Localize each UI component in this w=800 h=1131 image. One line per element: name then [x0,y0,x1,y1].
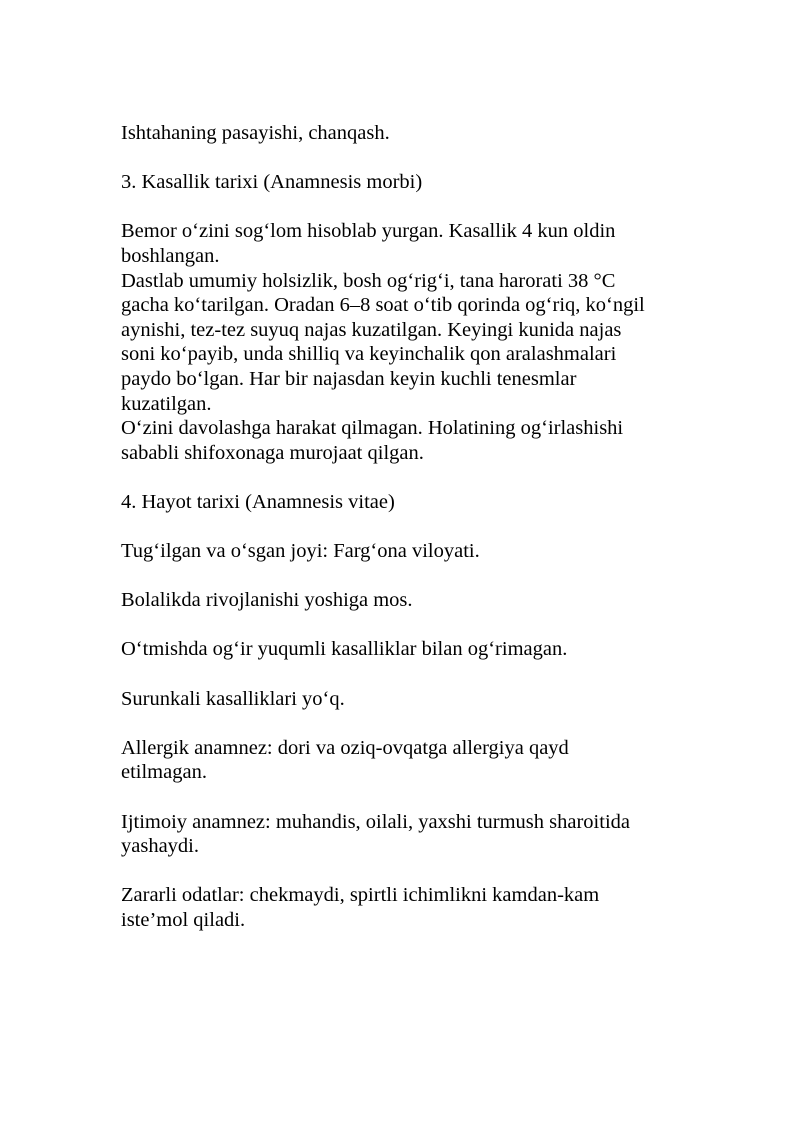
text-line: Dastlab umumiy holsizlik, bosh og‘rig‘i, tana harorati 38 °C [121,269,616,292]
spacer [121,195,681,220]
complaints-line: Ishtahaning pasayishi, chanqash. [121,122,390,144]
text-line: iste’mol qiladi. [121,909,246,931]
text-line: soni ko‘payib, unda shilliq va keyinchalik qon aralashmalari [121,343,617,366]
text-line: Zararli odatlar: chekmaydi, spirtli ichimlikni kamdan-kam [121,884,600,907]
anamnesis-morbi-paragraph [121,219,681,465]
chronic-diseases-line: Surunkali kasalliklari yo‘q. [121,687,345,710]
spacer [121,859,681,884]
development-line: Bolalikda rivojlanishi yoshiga mos. [121,589,413,612]
text-line: aynishi, tez-tez suyuq najas kuzatilgan. Keyingi kunida najas [121,318,622,341]
text-line: yashaydi. [121,835,199,858]
allergy-paragraph [121,736,681,785]
spacer [121,146,681,171]
text-line: Bemor o‘zini sog‘lom hisoblab yurgan. Kasallik 4 kun oldin [121,220,616,243]
spacer [121,564,681,589]
text-line: boshlangan. [121,244,220,267]
text-line: paydo bo‘lgan. Har bir najasdan keyin kuchli tenesmlar [121,367,577,390]
section-heading-anamnesis-morbi: 3. Kasallik tarixi (Anamnesis morbi) [121,171,423,194]
habits-paragraph [121,883,681,932]
birthplace-line: Tug‘ilgan va o‘sgan joyi: Farg‘ona viloyati. [121,540,480,563]
spacer [121,465,681,490]
text-line: gacha ko‘tarilgan. Oradan 6–8 soat o‘tib qorinda og‘riq, ko‘ngil [121,294,645,317]
text-line: Ijtimoiy anamnez: muhandis, oilali, yaxshi turmush sharoitida [121,810,630,833]
spacer [121,613,681,638]
document-page [121,121,681,933]
text-line: etilmagan. [121,761,207,784]
text-line: sababli shifoxonaga murojaat qilgan. [121,441,424,464]
spacer [121,515,681,540]
text-line: O‘zini davolashga harakat qilmagan. Holatining og‘irlashishi [121,417,624,440]
section-heading-anamnesis-vitae: 4. Hayot tarixi (Anamnesis vitae) [121,490,395,513]
social-anamnesis-paragraph [121,810,681,859]
text-line: kuzatilgan. [121,392,212,415]
text-line: Allergik anamnez: dori va oziq-ovqatga allergiya qayd [121,736,569,759]
spacer [121,711,681,736]
spacer [121,662,681,687]
past-infections-line: O‘tmishda og‘ir yuqumli kasalliklar bilan og‘rimagan. [121,638,568,661]
spacer [121,785,681,810]
